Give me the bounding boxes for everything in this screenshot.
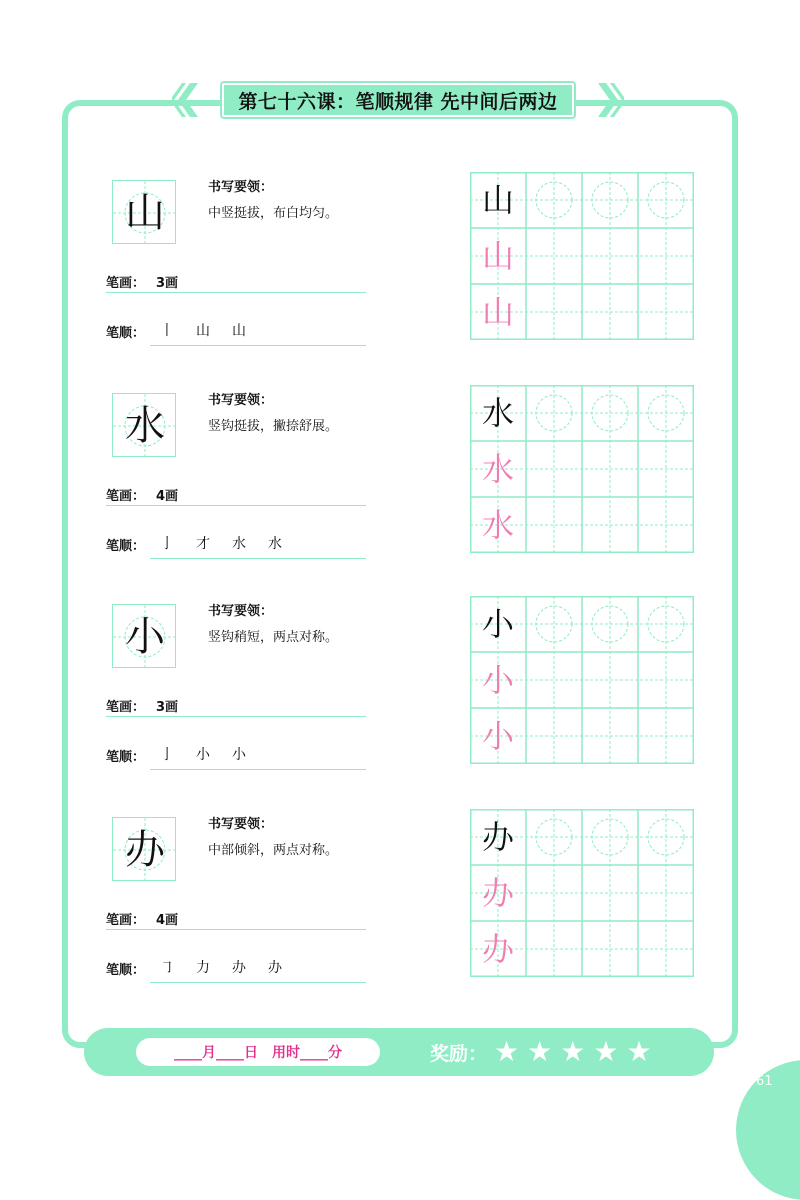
practice-grid[interactable] <box>470 809 694 977</box>
star-icon[interactable]: ★ <box>494 1035 520 1068</box>
character-box <box>112 604 176 668</box>
stroke-order-label: 笔顺： <box>106 539 146 554</box>
footer-bar <box>84 1028 714 1076</box>
tips-text: 中竖挺拔，布白均匀。 <box>208 206 339 221</box>
tips-title: 书写要领： <box>208 180 274 195</box>
lesson-character: 办 <box>125 827 165 873</box>
model-character: 小 <box>481 605 514 643</box>
page-number: 61 <box>756 1074 773 1089</box>
stroke-step: 山 <box>232 323 246 339</box>
star-icon[interactable]: ★ <box>593 1035 619 1068</box>
stroke-order-label: 笔顺： <box>106 963 146 978</box>
model-character: 水 <box>481 394 514 432</box>
stroke-count-value: 3画 <box>156 700 179 715</box>
title-banner <box>178 83 618 117</box>
writing-line <box>150 345 366 346</box>
stroke-count-label: 笔画： <box>106 276 146 291</box>
stroke-order-sequence <box>160 320 246 340</box>
tips-text: 中部倾斜，两点对称。 <box>208 843 339 858</box>
page-title: 第七十六课：笔顺规律 先中间后两边 <box>238 90 558 113</box>
practice-grid[interactable] <box>470 385 694 553</box>
reward-label: 奖励： <box>430 1043 488 1065</box>
stroke-step: 水 <box>268 536 282 552</box>
stroke-count-value: 4画 <box>156 489 179 504</box>
stroke-count-row <box>106 268 366 293</box>
stroke-order-sequence <box>160 533 282 553</box>
tips-title: 书写要领： <box>208 604 274 619</box>
lesson-section <box>0 172 800 362</box>
tips-title: 书写要领： <box>208 817 274 832</box>
stroke-order-label: 笔顺： <box>106 326 146 341</box>
stroke-count-value: 4画 <box>156 913 179 928</box>
stroke-step: 力 <box>196 960 210 976</box>
writing-line <box>150 558 366 559</box>
stroke-step: 才 <box>196 536 210 552</box>
stroke-step: 小 <box>232 747 246 763</box>
date-time-field[interactable]: ____月____日 用时____分 <box>136 1038 380 1066</box>
stroke-step: 山 <box>196 323 210 339</box>
star-icon[interactable]: ★ <box>527 1035 553 1068</box>
tips-title: 书写要领： <box>208 393 274 408</box>
practice-grid[interactable] <box>470 172 694 340</box>
trace-character: 水 <box>481 450 514 488</box>
model-character: 山 <box>481 181 514 219</box>
stroke-step: 亅 <box>160 536 174 552</box>
stroke-count-label: 笔画： <box>106 913 146 928</box>
lesson-character: 水 <box>125 403 165 449</box>
reward-stars <box>494 1035 652 1068</box>
trace-character: 办 <box>481 930 514 968</box>
trace-character: 水 <box>481 506 514 544</box>
stroke-step: 亅 <box>160 747 174 763</box>
stroke-order-row <box>106 742 366 768</box>
stroke-order-row <box>106 318 366 344</box>
writing-line <box>150 769 366 770</box>
trace-character: 山 <box>481 237 514 275</box>
lesson-section <box>0 596 800 786</box>
stroke-count-label: 笔画： <box>106 700 146 715</box>
lesson-character: 小 <box>125 614 165 660</box>
tips-text: 竖钩稍短，两点对称。 <box>208 630 339 645</box>
lesson-section <box>0 385 800 575</box>
stroke-count-row <box>106 905 366 930</box>
character-box <box>112 393 176 457</box>
practice-grid[interactable] <box>470 596 694 764</box>
stroke-order-sequence <box>160 744 246 764</box>
model-character: 办 <box>481 818 514 856</box>
stroke-count-value: 3画 <box>156 276 179 291</box>
character-box <box>112 817 176 881</box>
trace-character: 办 <box>481 874 514 912</box>
star-icon[interactable]: ★ <box>560 1035 586 1068</box>
trace-character: 小 <box>481 661 514 699</box>
stroke-step: 丨 <box>160 323 174 339</box>
chevron-left-icon <box>172 83 198 117</box>
tips-text: 竖钩挺拔，撇捺舒展。 <box>208 419 339 434</box>
stroke-count-row <box>106 481 366 506</box>
trace-character: 小 <box>481 717 514 755</box>
chevron-right-icon <box>598 83 624 117</box>
stroke-count-label: 笔画： <box>106 489 146 504</box>
stroke-step: 水 <box>232 536 246 552</box>
stroke-order-row <box>106 531 366 557</box>
stroke-count-row <box>106 692 366 717</box>
title-box <box>222 83 573 117</box>
lesson-character: 山 <box>125 190 165 236</box>
star-icon[interactable]: ★ <box>626 1035 652 1068</box>
lesson-section <box>0 809 800 999</box>
stroke-step: 办 <box>232 960 246 976</box>
stroke-order-label: 笔顺： <box>106 750 146 765</box>
stroke-order-sequence <box>160 957 282 977</box>
writing-line <box>150 982 366 983</box>
character-box <box>112 180 176 244</box>
stroke-step: 办 <box>268 960 282 976</box>
stroke-step: 小 <box>196 747 210 763</box>
stroke-step: ㇆ <box>160 960 174 976</box>
trace-character: 山 <box>481 293 514 331</box>
stroke-order-row <box>106 955 366 981</box>
